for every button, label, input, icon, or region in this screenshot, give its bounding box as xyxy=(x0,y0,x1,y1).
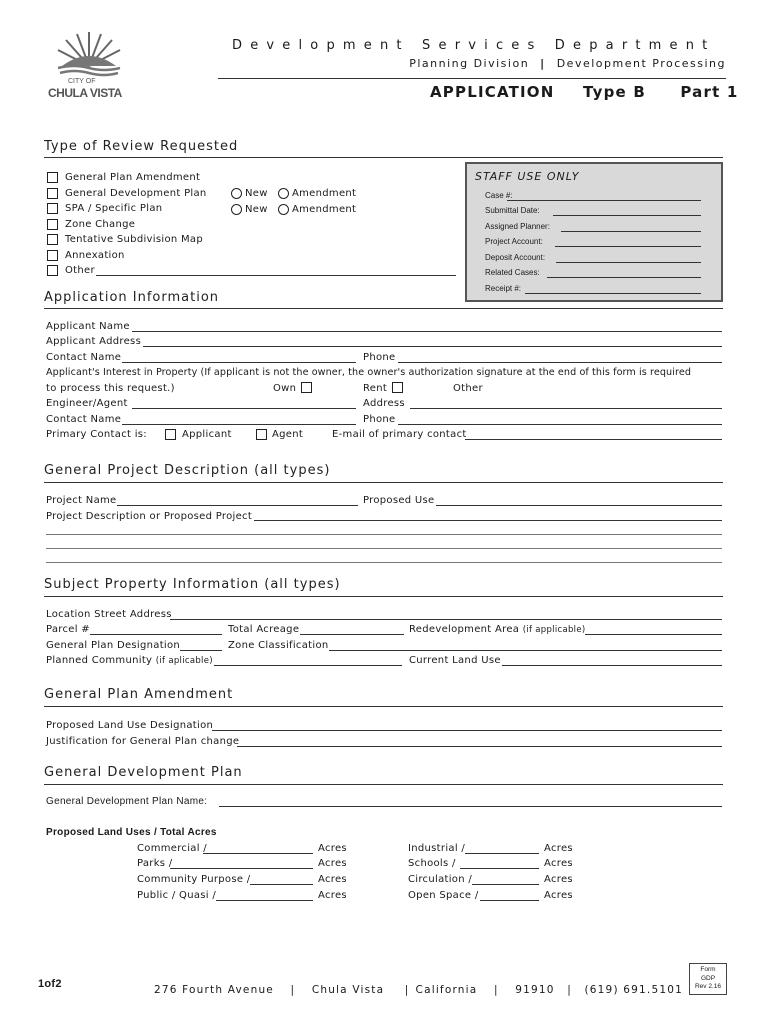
street-address-label: Location Street Address xyxy=(46,609,172,620)
checkbox-annexation[interactable] xyxy=(47,250,58,261)
redevelopment-label xyxy=(409,624,585,635)
radio-spa-amendment[interactable] xyxy=(278,204,289,215)
checkbox-general-plan-amendment[interactable] xyxy=(47,172,58,183)
application-info-heading: Application Information xyxy=(44,290,220,305)
application-info-rule xyxy=(44,308,723,309)
industrial-acres-field[interactable] xyxy=(465,853,539,854)
primary-contact-label: Primary Contact is: xyxy=(46,429,147,440)
gdp-heading: General Development Plan xyxy=(44,765,243,780)
radio-label: New xyxy=(245,204,268,215)
form-rev: Rev 2.16 xyxy=(694,983,722,990)
applicant-name-field[interactable] xyxy=(132,331,722,332)
staff-field-line xyxy=(525,293,701,294)
staff-row-label: Deposit Account: xyxy=(485,253,546,262)
primary-applicant-label: Applicant xyxy=(182,429,232,440)
phone-label: Phone xyxy=(363,352,396,363)
current-land-use-label: Current Land Use xyxy=(409,655,501,666)
public-quasi-acres-field[interactable] xyxy=(216,900,313,901)
checkbox-spa-specific-plan[interactable] xyxy=(47,203,58,214)
footer-phone: (619) 691.5101 xyxy=(584,984,683,996)
property-heading: Subject Property Information (all types) xyxy=(44,577,341,592)
staff-row-label: Assigned Planner: xyxy=(485,222,550,231)
project-rule xyxy=(44,482,723,483)
footer-city: Chula Vista xyxy=(311,984,385,996)
acreage-label: Total Acreage xyxy=(228,624,300,635)
acreage-field[interactable] xyxy=(300,634,404,635)
footer-zip: 91910 xyxy=(515,984,555,996)
justification-label: Justification for General Plan change xyxy=(46,736,240,747)
other-interest-field[interactable] xyxy=(486,393,722,394)
land-use-designation-field[interactable] xyxy=(212,730,722,731)
agent-contact-label: Contact Name xyxy=(46,414,122,425)
app-type: Type B xyxy=(582,83,646,101)
engineer-agent-field[interactable] xyxy=(132,408,356,409)
open-space-acres-field[interactable] xyxy=(480,900,539,901)
project-desc-line[interactable] xyxy=(46,562,722,563)
radio-label: Amendment xyxy=(292,188,357,199)
checkbox-rent[interactable] xyxy=(392,382,403,393)
application-title xyxy=(430,83,739,101)
parcel-label: Parcel # xyxy=(46,624,90,635)
gpa-heading: General Plan Amendment xyxy=(44,687,234,702)
review-item-label: General Development Plan xyxy=(65,188,207,199)
review-rule xyxy=(44,157,723,158)
staff-row-label: Case #: xyxy=(485,191,513,200)
land-use-label: Commercial / xyxy=(137,843,207,854)
radio-label: Amendment xyxy=(292,204,357,215)
staff-field-line xyxy=(556,262,701,263)
review-item-label: Tentative Subdivision Map xyxy=(65,234,203,245)
applicant-name-label: Applicant Name xyxy=(46,321,130,332)
staff-field-line xyxy=(555,246,701,247)
division-label: Planning Division xyxy=(409,57,530,70)
review-item-label: Zone Change xyxy=(65,219,136,230)
email-field[interactable] xyxy=(465,439,722,440)
staff-row-label: Related Cases: xyxy=(485,268,540,277)
parcel-field[interactable] xyxy=(90,634,222,635)
agent-address-label: Address xyxy=(363,398,405,409)
parks-acres-field[interactable] xyxy=(170,868,313,869)
city-logo xyxy=(44,28,134,104)
land-use-label: Open Space / xyxy=(408,890,479,901)
contact-name-label: Contact Name xyxy=(46,352,122,363)
review-item-label: SPA / Specific Plan xyxy=(65,203,163,214)
land-use-designation-label: Proposed Land Use Designation xyxy=(46,720,214,731)
department-title: Development Services Department xyxy=(232,38,716,53)
planned-community-note: (if aplicable) xyxy=(155,656,213,666)
project-name-label: Project Name xyxy=(46,495,117,506)
footer-street: 276 Fourth Avenue xyxy=(154,984,274,996)
subdivision-label: Development Processing xyxy=(556,57,726,70)
commercial-acres-field[interactable] xyxy=(203,853,313,854)
interest-text: Applicant's Interest in Property (If applicant is not the owner, the owner's authorization signature at the end of this form is required xyxy=(46,367,692,378)
land-use-label: Public / Quasi / xyxy=(137,890,216,901)
project-desc-line[interactable] xyxy=(46,548,722,549)
agent-phone-field[interactable] xyxy=(398,424,722,425)
page-number: 1of2 xyxy=(38,978,62,990)
justification-field[interactable] xyxy=(237,746,722,747)
zone-classification-field[interactable] xyxy=(329,650,722,651)
form-code: GDP xyxy=(700,974,716,982)
footer-state: California xyxy=(415,984,478,996)
planned-community-text: Planned Community xyxy=(46,655,153,666)
checkbox-other[interactable] xyxy=(47,265,58,276)
land-use-label: Parks / xyxy=(137,858,173,869)
acres-label: Acres xyxy=(318,858,347,869)
radio-gdp-new[interactable] xyxy=(231,188,242,199)
acres-label: Acres xyxy=(544,874,573,885)
land-use-label: Circulation / xyxy=(408,874,472,885)
schools-acres-field[interactable] xyxy=(460,868,539,869)
checkbox-primary-applicant[interactable] xyxy=(165,429,176,440)
project-desc-line[interactable] xyxy=(46,534,722,535)
checkbox-primary-agent[interactable] xyxy=(256,429,267,440)
staff-row-label: Project Account: xyxy=(485,237,543,246)
land-uses-heading: Proposed Land Uses / Total Acres xyxy=(46,827,217,838)
review-item-label: General Plan Amendment xyxy=(65,172,201,183)
checkbox-tentative-subdivision-map[interactable] xyxy=(47,234,58,245)
app-title: APPLICATION xyxy=(430,83,555,101)
acres-label: Acres xyxy=(318,890,347,901)
staff-row-label: Receipt #: xyxy=(485,284,522,293)
community-purpose-acres-field[interactable] xyxy=(250,884,313,885)
review-item-label: Other xyxy=(65,265,95,276)
gdp-name-field[interactable] xyxy=(219,806,722,807)
logo-city-of: CITY OF xyxy=(68,78,96,85)
acres-label: Acres xyxy=(544,843,573,854)
checkbox-own[interactable] xyxy=(301,382,312,393)
review-heading: Type of Review Requested xyxy=(44,139,239,154)
redevelopment-field[interactable] xyxy=(585,634,722,635)
applicant-address-label: Applicant Address xyxy=(46,336,142,347)
project-desc-field[interactable] xyxy=(254,520,722,521)
property-rule xyxy=(44,596,723,597)
agent-phone-label: Phone xyxy=(363,414,396,425)
redevelopment-text: Redevelopment Area xyxy=(409,624,520,635)
app-part: Part 1 xyxy=(680,83,739,101)
sun-icon xyxy=(44,28,134,78)
street-address-field[interactable] xyxy=(170,619,722,620)
gp-designation-field[interactable] xyxy=(180,650,222,651)
staff-field-line xyxy=(561,231,701,232)
radio-label: New xyxy=(245,188,268,199)
project-desc-label: Project Description or Proposed Project xyxy=(46,511,253,522)
other-input-line[interactable] xyxy=(96,275,456,276)
applicant-address-field[interactable] xyxy=(143,346,722,347)
project-name-field[interactable] xyxy=(117,505,358,506)
acres-label: Acres xyxy=(318,843,347,854)
staff-use-box xyxy=(465,162,723,302)
land-use-label: Schools / xyxy=(408,858,456,869)
logo-city-name: CHULA VISTA xyxy=(48,86,122,100)
interest-text-cont: to process this request.) xyxy=(46,383,175,394)
staff-row-label: Submittal Date: xyxy=(485,206,540,215)
gpa-rule xyxy=(44,706,723,707)
engineer-agent-label: Engineer/Agent xyxy=(46,398,128,409)
staff-title: STAFF USE ONLY xyxy=(475,170,580,183)
form-label: Form xyxy=(700,966,716,973)
redevelopment-note: (if applicable) xyxy=(522,625,586,635)
project-heading: General Project Description (all types) xyxy=(44,463,331,478)
rent-label: Rent xyxy=(363,383,388,394)
checkbox-general-development-plan[interactable] xyxy=(47,188,58,199)
primary-agent-label: Agent xyxy=(272,429,304,440)
planned-community-field[interactable] xyxy=(214,665,402,666)
proposed-use-field[interactable] xyxy=(436,505,722,506)
agent-contact-field[interactable] xyxy=(122,424,356,425)
acres-label: Acres xyxy=(318,874,347,885)
gp-designation-label: General Plan Designation xyxy=(46,640,181,651)
circulation-acres-field[interactable] xyxy=(472,884,539,885)
planned-community-label xyxy=(46,655,213,666)
review-item-label: Annexation xyxy=(65,250,125,261)
proposed-use-label: Proposed Use xyxy=(363,495,435,506)
zone-classification-label: Zone Classification xyxy=(228,640,329,651)
acres-label: Acres xyxy=(544,858,573,869)
email-label: E-mail of primary contact xyxy=(332,429,467,440)
header-rule xyxy=(218,78,726,79)
gdp-rule xyxy=(44,784,723,785)
staff-field-line xyxy=(507,200,701,201)
land-use-label: Community Purpose / xyxy=(137,874,251,885)
footer-address: 276 Fourth Avenue | Chula Vista | California | 91910 | (619) 691.5101 xyxy=(154,984,683,996)
division-line: Planning Division | Development Processing xyxy=(409,57,726,70)
radio-spa-new[interactable] xyxy=(231,204,242,215)
staff-field-line xyxy=(547,277,701,278)
agent-address-field[interactable] xyxy=(410,408,722,409)
radio-gdp-amendment[interactable] xyxy=(278,188,289,199)
own-label: Own xyxy=(273,383,297,394)
contact-name-field[interactable] xyxy=(122,362,356,363)
acres-label: Acres xyxy=(544,890,573,901)
gdp-name-label: General Development Plan Name: xyxy=(46,796,208,807)
land-use-label: Industrial / xyxy=(408,843,466,854)
staff-field-line xyxy=(553,215,701,216)
form-id-box xyxy=(689,963,727,995)
current-land-use-field[interactable] xyxy=(502,665,722,666)
phone-field[interactable] xyxy=(398,362,722,363)
other-interest-label: Other xyxy=(453,383,483,394)
checkbox-zone-change[interactable] xyxy=(47,219,58,230)
